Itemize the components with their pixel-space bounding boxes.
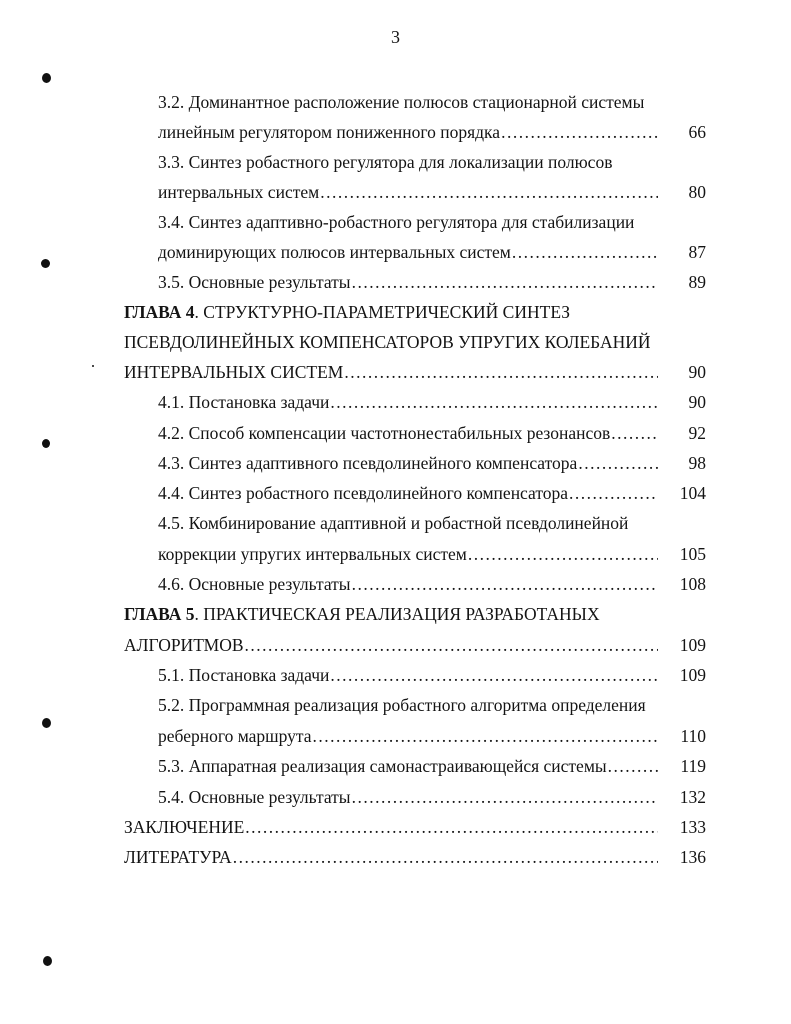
toc-leader-dots: [330, 390, 658, 414]
toc-entry-5-4: [158, 785, 708, 809]
toc-chapter-5-line2: [124, 633, 708, 657]
toc-entry-text: ПСЕВДОЛИНЕЙНЫХ КОМПЕНСАТОРОВ УПРУГИХ КОЛЕБАНИЙ: [124, 332, 651, 352]
toc-entry-literature: [124, 845, 708, 869]
toc-entry-text: 5.3. Аппаратная реализация самонастраивающейся системы: [158, 756, 607, 776]
toc-leader-dots: [344, 360, 658, 384]
toc-page-number: 90: [688, 392, 706, 412]
toc-leader-dots: [352, 270, 658, 294]
toc-entry-5-3: [158, 754, 708, 778]
toc-leader-dots: [569, 481, 658, 505]
toc-entry-text: 5.4. Основные результаты: [158, 787, 351, 807]
toc-entry-4-2: [158, 421, 708, 445]
toc-page-number: 89: [688, 272, 706, 292]
toc-chapter-label: ГЛАВА 5: [124, 604, 195, 624]
toc-leader-dots: [512, 240, 658, 264]
toc-entry-4-6: [158, 572, 708, 596]
toc-page-number: 90: [688, 362, 706, 382]
toc-entry-text: 4.4. Синтез робастного псевдолинейного компенсатора: [158, 483, 569, 503]
toc-entry-text: 5.2. Программная реализация робастного алгоритма определения: [158, 695, 646, 715]
toc-entry-text: 5.1. Постановка задачи: [158, 665, 330, 685]
toc-entry-text: 3.4. Синтез адаптивно-робастного регулятора для стабилизации: [158, 212, 635, 232]
toc-page-number: 104: [679, 483, 706, 503]
toc-entry-text: АЛГОРИТМОВ: [124, 635, 244, 655]
toc-entry-3-3-line1: [158, 150, 708, 174]
toc-entry-3-2-line2: [158, 120, 708, 144]
toc-page-number: 109: [679, 665, 706, 685]
scan-speck: [43, 956, 52, 966]
scan-speck: [42, 718, 51, 728]
toc-entry-text: 4.2. Способ компенсации частотнонестабильных резонансов: [158, 423, 611, 443]
toc-leader-dots: [578, 451, 658, 475]
toc-entry-text: 4.5. Комбинирование адаптивной и робастной псевдолинейной: [158, 513, 629, 533]
toc-entry-text: ЗАКЛЮЧЕНИЕ: [124, 817, 245, 837]
toc-page-number: 133: [679, 817, 706, 837]
toc-entry-3-4-line2: [158, 240, 708, 264]
toc-entry-text: интервальных систем: [158, 182, 320, 202]
toc-leader-dots: [501, 120, 658, 144]
toc-page-number: 92: [688, 423, 706, 443]
toc-entry-text: коррекции упругих интервальных систем: [158, 544, 467, 564]
toc-entry-conclusion: [124, 815, 708, 839]
scan-speck: [42, 439, 50, 448]
toc-entry-text: 4.1. Постановка задачи: [158, 392, 330, 412]
toc-leader-dots: [233, 845, 658, 869]
toc-entry-3-4-line1: [158, 210, 708, 234]
toc-entry-text: . ПРАКТИЧЕСКАЯ РЕАЛИЗАЦИЯ РАЗРАБОТАНЫХ: [194, 604, 600, 624]
toc-chapter-4-line1: [124, 300, 708, 324]
scan-speck: [42, 73, 51, 83]
toc-entry-text: ИНТЕРВАЛЬНЫХ СИСТЕМ: [124, 362, 344, 382]
toc-leader-dots: [468, 542, 658, 566]
toc-entry-text: 4.3. Синтез адаптивного псевдолинейного компенсатора: [158, 453, 578, 473]
toc-page-number: 98: [688, 453, 706, 473]
toc-page-number: 105: [679, 544, 706, 564]
scan-speck: [92, 365, 94, 367]
toc-entry-5-1: [158, 663, 708, 687]
toc-page-number: 108: [679, 574, 706, 594]
scan-speck: [41, 259, 50, 268]
toc-entry-4-5-line2: [158, 542, 708, 566]
toc-page-number: 110: [680, 726, 706, 746]
toc-page-number: 109: [679, 635, 706, 655]
toc-entry-4-4: [158, 481, 708, 505]
toc-entry-5-2-line1: [158, 693, 708, 717]
toc-entry-5-2-line2: [158, 724, 708, 748]
toc-entry-text: ЛИТЕРАТУРА: [124, 847, 232, 867]
toc-leader-dots: [320, 180, 658, 204]
toc-chapter-4-line3: [124, 360, 708, 384]
toc-page-number: 80: [688, 182, 706, 202]
toc-leader-dots: [245, 815, 658, 839]
toc-entry-text: доминирующих полюсов интервальных систем: [158, 242, 511, 262]
toc-entry-text: реберного маршрута: [158, 726, 312, 746]
toc-leader-dots: [611, 421, 658, 445]
toc-leader-dots: [608, 754, 658, 778]
toc-entry-text: 3.5. Основные результаты: [158, 272, 351, 292]
toc-page-number: 119: [680, 756, 706, 776]
toc-leader-dots: [245, 633, 658, 657]
toc-chapter-label: ГЛАВА 4: [124, 302, 195, 322]
toc-page-number: 66: [688, 122, 706, 142]
toc-entry-text: . СТРУКТУРНО-ПАРАМЕТРИЧЕСКИЙ СИНТЕЗ: [194, 302, 570, 322]
toc-entry-3-3-line2: [158, 180, 708, 204]
toc-chapter-4-line2: [124, 330, 708, 354]
page-number: 3: [391, 27, 400, 47]
toc-leader-dots: [313, 724, 658, 748]
toc-entry-4-5-line1: [158, 511, 708, 535]
toc-leader-dots: [352, 785, 658, 809]
toc-entry-text: 4.6. Основные результаты: [158, 574, 351, 594]
toc-page-number: 87: [688, 242, 706, 262]
toc-entry-3-2-line1: [158, 90, 708, 114]
toc-entry-4-3: [158, 451, 708, 475]
toc-page-number: 136: [679, 847, 706, 867]
toc-chapter-5-line1: [124, 602, 708, 626]
toc-entry-4-1: [158, 390, 708, 414]
toc-leader-dots: [352, 572, 658, 596]
toc-entry-3-5: [158, 270, 708, 294]
toc-entry-text: линейным регулятором пониженного порядка: [158, 122, 501, 142]
toc-leader-dots: [330, 663, 658, 687]
toc-page-number: 132: [679, 787, 706, 807]
toc-entry-text: 3.2. Доминантное расположение полюсов стационарной системы: [158, 92, 645, 112]
toc-entry-text: 3.3. Синтез робастного регулятора для локализации полюсов: [158, 152, 613, 172]
